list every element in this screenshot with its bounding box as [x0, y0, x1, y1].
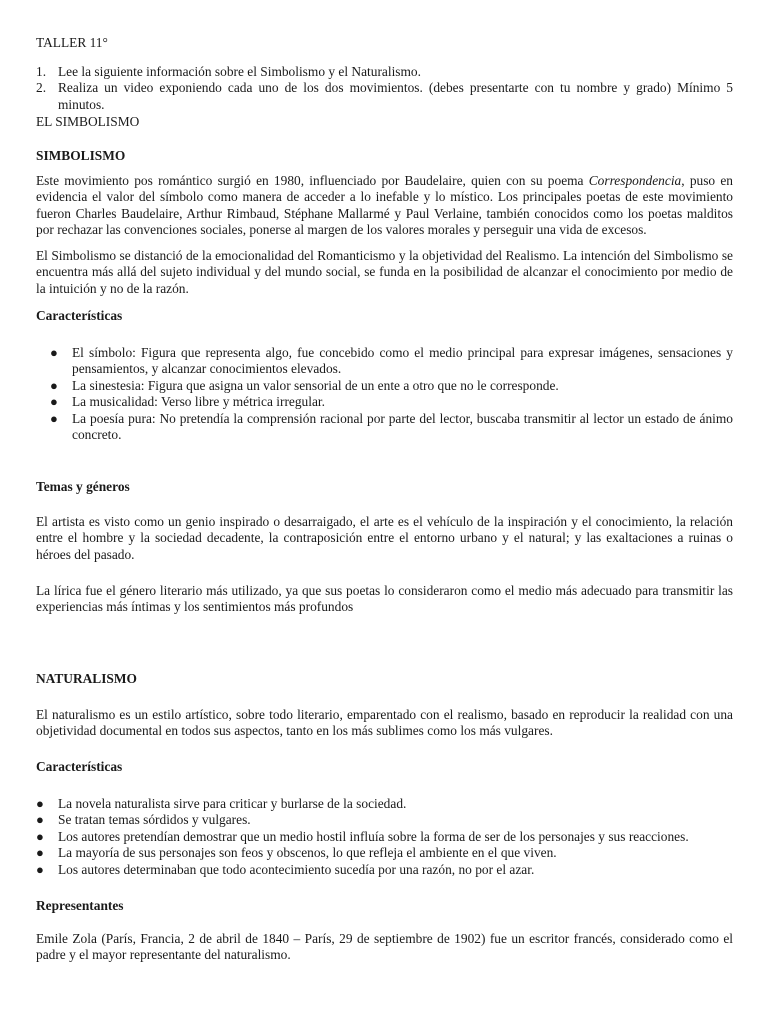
- bullet-icon: ●: [50, 394, 58, 410]
- list-item: ● La poesía pura: No pretendía la comprensión racional por parte del lector, buscaba transmitir al lector un estado de ánimo concreto.: [50, 410, 733, 443]
- bullet-icon: ●: [36, 845, 44, 861]
- page-title: TALLER 11°: [36, 35, 108, 50]
- caracteristicas-simbolismo-list: [36, 345, 733, 443]
- bullet-icon: ●: [36, 796, 44, 811]
- list-item: ● La novela naturalista sirve para criticar y burlarse de la sociedad.: [36, 796, 407, 811]
- heading-caracteristicas-naturalismo: Características: [36, 759, 123, 774]
- representantes-paragraph: Emile Zola (París, Francia, 2 de abril de 1840 – París, 29 de septiembre de 1902) fue un escritor francés, considerado como el padre y el mayor representante del naturalismo.: [36, 931, 733, 963]
- bullet-icon: ●: [50, 345, 58, 360]
- heading-caracteristicas-simbolismo: Características: [36, 308, 123, 323]
- section-label-simbolismo: EL SIMBOLISMO: [36, 114, 140, 129]
- bullet-icon: ●: [50, 410, 58, 426]
- simbolismo-paragraph-1: Este movimiento pos romántico surgió en 1980, influenciado por Baudelaire, quien con su poema Correspondencia, puso en evidencia el valor del símbolo como manera de acceder a lo inefable y lo místico. Los principales poetas de este movimiento fueron Charles Baudelaire, Arthur Rimbaud, Stéphane Mallarmé y Paul Verlaine, también conocidos como los poetas malditos por rechazar las convenciones sociales, ponerse al margen de los valores morales y perseguir una vida de excesos.: [36, 173, 734, 238]
- list-item: ● Se tratan temas sórdidos y vulgares.: [36, 812, 251, 828]
- list-item: ● La sinestesia: Figura que asigna un valor sensorial de un ente a otro que no le corresponde.: [50, 377, 559, 393]
- list-item: ● La mayoría de sus personajes son feos y obscenos, lo que refleja el ambiente en el que viven.: [36, 845, 557, 861]
- simbolismo-paragraph-2: El Simbolismo se distanció de la emocionalidad del Romanticismo y la objetividad del Realismo. La intención del Simbolismo se encuentra más allá del sujeto individual y del mundo social, se funda en la posibilidad de alcanzar el conocimiento por medio de la intuición y no de la razón.: [36, 248, 733, 296]
- naturalismo-paragraph-1: El naturalismo es un estilo artístico, sobre todo literario, emparentado con el realismo, basado en reproducir la realidad con una objetividad documental en todos sus aspectos, tanto en los más sublimes como los más vulgares.: [36, 707, 733, 739]
- instructions-list: [36, 64, 733, 113]
- temas-paragraph-2: La lírica fue el género literario más utilizado, ya que sus poetas lo consideraron como el medio más adecuado para transmitir las experiencias más íntimas y los sentimientos más profundos: [36, 583, 733, 615]
- bullet-icon: ●: [36, 861, 44, 877]
- instruction-item: 1. Lee la siguiente información sobre el Simbolismo y el Naturalismo.: [36, 64, 421, 79]
- heading-temas-generos: Temas y géneros: [36, 479, 130, 494]
- heading-representantes: Representantes: [36, 898, 124, 913]
- heading-simbolismo: SIMBOLISMO: [36, 148, 126, 163]
- instruction-item: 2. Realiza un video exponiendo cada uno de los dos movimientos. (debes presentarte con tu nombre y grado) Mínimo 5 minutos.: [36, 80, 733, 112]
- poem-title: Correspondencia: [588, 173, 682, 188]
- list-item: ● Los autores determinaban que todo acontecimiento sucedía por una razón, no por el azar.: [36, 861, 535, 877]
- list-item: ● La musicalidad: Verso libre y métrica irregular.: [50, 394, 325, 410]
- caracteristicas-naturalismo-list: [36, 796, 733, 878]
- heading-naturalismo: NATURALISMO: [36, 671, 137, 686]
- list-item: ● Los autores pretendían demostrar que un medio hostil influía sobre la forma de ser de los personajes y sus reacciones.: [36, 828, 689, 844]
- bullet-icon: ●: [36, 828, 44, 844]
- bullet-icon: ●: [36, 812, 44, 828]
- temas-paragraph-1: El artista es visto como un genio inspirado o desarraigado, el arte es el vehículo de la inspiración y el conocimiento, la relación entre el hombre y la sociedad decadente, la contraposición entre el entorno urbano y el natural; y las exaltaciones a ruinas o héroes del pasado.: [36, 514, 733, 562]
- bullet-icon: ●: [50, 377, 58, 393]
- list-item: ● El símbolo: Figura que representa algo, fue concebido como el medio principal para expresar imágenes, sensaciones y pensamientos, y alcanzar conocimientos elevados.: [50, 345, 733, 377]
